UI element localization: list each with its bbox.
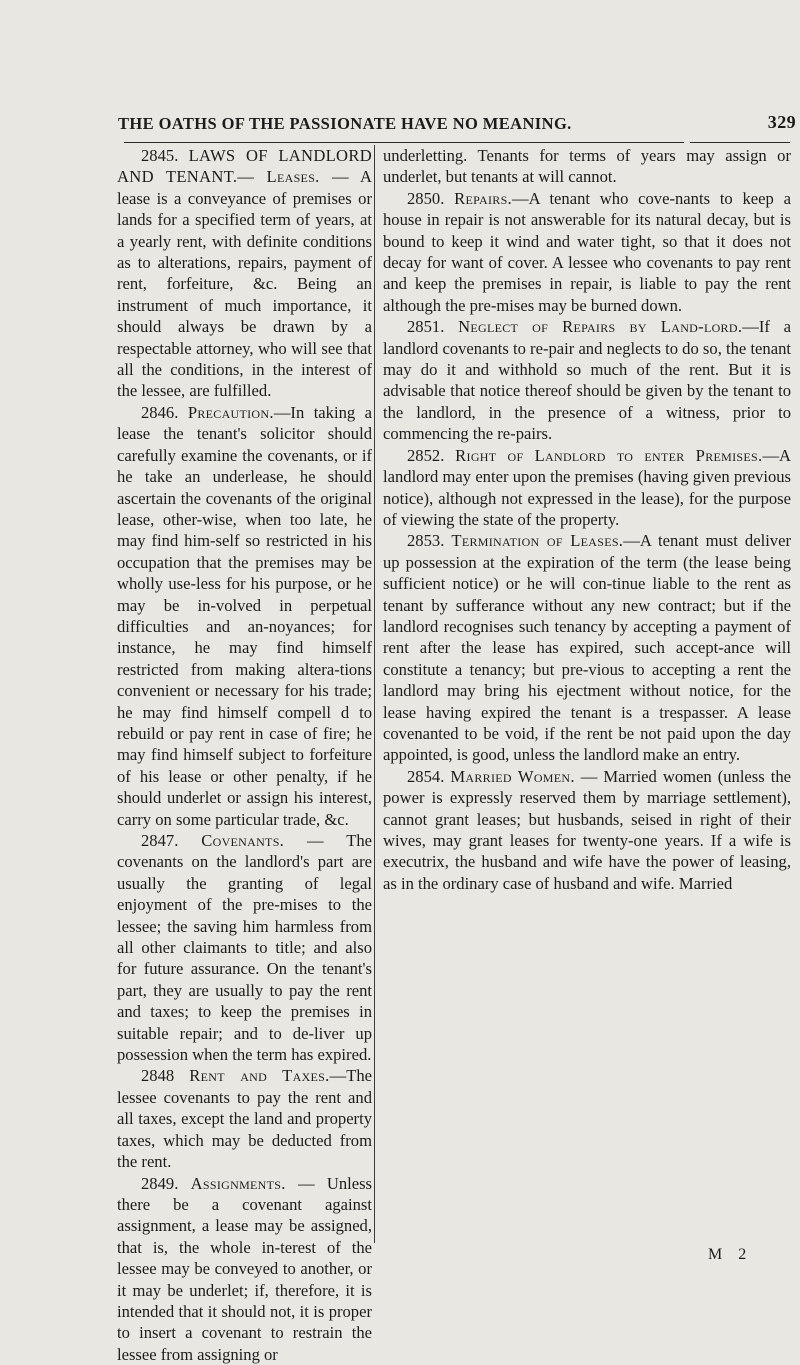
paragraph-text: —If a landlord covenants to re-pair and neglects to do so, the tenant may do it and withhold so much of the rent. But it is advisable that notice thereof should be given by the tenant to the landlord, in the presence of a witness, prior to commencing the re-pairs. bbox=[383, 317, 791, 443]
paragraph-2849 bbox=[117, 1173, 372, 1365]
paragraph-heading: Married Women. bbox=[450, 767, 574, 786]
paragraph-text: A lease is a conveyance of premises or lands for a specified term of years, at a yearly rent, with definite conditions as to alterations, repairs, payment of rent, forfeiture, &c. Being an instrument of much importance, it should always be drawn by a respectable attorney, who will see that all the conditions, in the interest of the lessee, are fulfilled. bbox=[117, 167, 372, 400]
paragraph-heading: Neglect of Repairs by Land-lord. bbox=[458, 317, 742, 336]
paragraph-number: 2850. bbox=[407, 189, 444, 208]
right-column bbox=[383, 145, 791, 894]
paragraph-heading: Right of Landlord to enter Premises. bbox=[455, 446, 762, 465]
subsection-heading: — Leases. — bbox=[237, 167, 349, 186]
paragraph-heading: Rent and Taxes. bbox=[189, 1066, 329, 1085]
paragraph-number: 2852. bbox=[407, 446, 444, 465]
paragraph-2848 bbox=[117, 1065, 372, 1172]
paragraph-number: 2847. bbox=[141, 831, 178, 850]
section-heading: LAWS OF LANDLORD AND TENANT. bbox=[117, 146, 372, 186]
paragraph-2851 bbox=[383, 316, 791, 444]
paragraph-number: 2845. bbox=[141, 146, 178, 165]
paragraph-number: 2851. bbox=[407, 317, 444, 336]
page-number: 329 bbox=[768, 112, 796, 133]
paragraph-2853 bbox=[383, 530, 791, 765]
paragraph-2846 bbox=[117, 402, 372, 830]
paragraph-2852 bbox=[383, 445, 791, 531]
paragraph-2847 bbox=[117, 830, 372, 1065]
paragraph-heading: Termination of Leases. bbox=[451, 531, 623, 550]
header-rule bbox=[124, 142, 684, 143]
paragraph-2845 bbox=[117, 145, 372, 402]
left-column bbox=[117, 145, 372, 1365]
signature-mark: M 2 bbox=[708, 1246, 752, 1264]
paragraph-number: 2854. bbox=[407, 767, 444, 786]
paragraph-text: —A landlord may enter upon the premises (having given previous notice), although not expressed in the lease), for the purpose of viewing the state of the property. bbox=[383, 446, 791, 529]
paragraph-number: 2849. bbox=[141, 1174, 178, 1193]
paragraph-number: 2846. bbox=[141, 403, 178, 422]
paragraph-text: — Married women (unless the power is expressly reserved them by marriage settlement), cannot grant leases; but husbands, seised in right of their wives, may grant leases for twenty-one years. If a wife is executrix, the husband and wife have the power of leasing, as in the ordinary case of husband and wife. Married bbox=[383, 767, 791, 893]
paragraph-2850 bbox=[383, 188, 791, 316]
paragraph-text: underletting. Tenants for terms of years may assign or underlet, but tenants at will cannot. bbox=[383, 146, 791, 186]
paragraph-continued bbox=[383, 145, 791, 188]
paragraph-text: —A tenant who cove-nants to keep a house in repair is not answerable for its natural decay, but is bound to keep it wind and water tight, so that it does not decay for want of cover. A lessee who covenants to pay rent and keep the premises in repair, is liable to pay the rent although the pre-mises may be burned down. bbox=[383, 189, 791, 315]
paragraph-text: — The covenants on the landlord's part are usually the granting of legal enjoyment of the pre-mises to the lessee; the saving him harmless from all other claimants to title; and also for future assurance. On the tenant's part, they are usually to pay the rent and taxes; to keep the premises in suitable repair; and to de-liver up possession when the term has expired. bbox=[117, 831, 372, 1064]
paragraph-2854 bbox=[383, 766, 791, 894]
paragraph-text: — Unless there be a covenant against assignment, a lease may be assigned, that is, the whole in-terest of the lessee may be conveyed to another, or it may be underlet; if, therefore, it is intended that it should not, it is proper to insert a covenant to restrain the lessee from assigning or bbox=[117, 1174, 372, 1364]
header-rule-right bbox=[690, 142, 790, 143]
paragraph-text: —In taking a lease the tenant's solicitor should carefully examine the covenants, or if he take an underlease, he should ascertain the covenants of the original lease, other-wise, when too late, he may find him-self so restricted in his occupation that the premises may be wholly use-less for his purpose, or he may be in-volved in perpetual difficulties and an-noyances; for instance, he may find himself restricted from making altera-tions convenient or necessary for his trade; he may find himself compell d to rebuild or pay rent in case of fire; he may find himself subject to forfeiture of his lease or other penalty, if he should underlet or assign his interest, carry on some particular trade, &c. bbox=[117, 403, 372, 829]
paragraph-text: —The lessee covenants to pay the rent and all taxes, except the land and property taxes, which may be deducted from the rent. bbox=[117, 1066, 372, 1171]
paragraph-heading: Assignments. bbox=[191, 1174, 286, 1193]
paragraph-heading: Precaution. bbox=[188, 403, 274, 422]
paragraph-number: 2853. bbox=[407, 531, 444, 550]
paragraph-number: 2848 bbox=[141, 1066, 174, 1085]
paragraph-heading: Covenants. bbox=[201, 831, 284, 850]
paragraph-text: —A tenant must deliver up possession at the expiration of the term (the lease being sufficient notice) or he will con-tinue liable to the rent as tenant by sufferance without any new contract; but if the landlord recognises such tenancy by accepting a payment of rent after the lease has expired, such accept-ance will constitute a tenancy; but pre-vious to accepting a rent the landlord may bring his ejectment without notice, for the lease having expired the tenant is a trespasser. A lease covenanted to be void, if the rent be not paid upon the day appointed, is good, unless the landlord make an entry. bbox=[383, 531, 791, 764]
column-divider bbox=[374, 145, 375, 1243]
running-title: THE OATHS OF THE PASSIONATE HAVE NO MEANING. bbox=[118, 114, 572, 134]
paragraph-heading: Repairs. bbox=[454, 189, 512, 208]
